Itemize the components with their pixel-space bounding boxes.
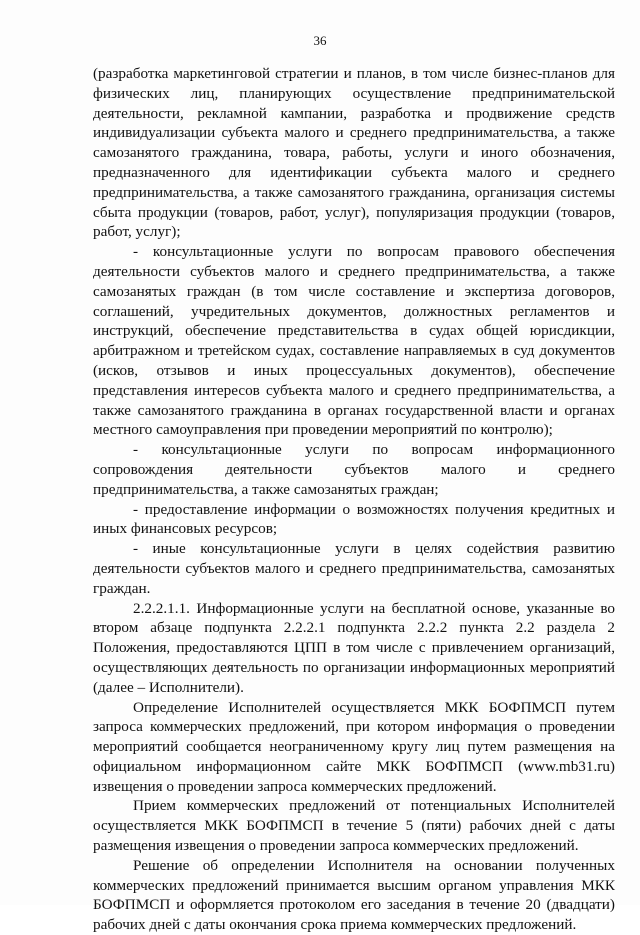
paragraph-proposal-acceptance: Прием коммерческих предложений от потенциальных Исполнителей осуществляется МКК БОФПМСП в течение 5 (пяти) рабочих дней с даты размещения извещения о проведении запроса коммерческих предложений. — [93, 797, 615, 855]
paragraph-other-consulting: - иные консультационные услуги в целях содействия развитию деятельности субъектов малого и среднего предпринимательства, самозанятых граждан. — [93, 540, 615, 597]
paragraph-legal-consulting: - консультационные услуги по вопросам правового обеспечения деятельности субъектов малого и среднего предпринимательства, а также самозанятых граждан (в том числе составление и экспертиза договоров, соглашений, учредительных документов, должностных регламентов и инструкций, обеспечение представительства в судах общей юрисдикции, арбитражном и третейском судах, составление направляемых в суд документов (исков, отзывов и иных процессуальных документов), обеспечение представления интересов субъекта малого и среднего предпринимательства, а также самозанятого гражданина в органах государственной власти и органах местного самоуправления при проведении мероприятий по контролю); — [93, 243, 615, 439]
page-number: 36 — [313, 33, 327, 48]
paragraph-executor-decision: Решение об определении Исполнителя на основании полученных коммерческих предложений принимается высшим органом управления МКК БОФПМСП и оформляется протоколом его заседания в течение 20 (двадцати) рабочих дней с даты окончания срока приема коммерческих предложений. — [93, 856, 615, 934]
paragraph-marketing-continuation: (разработка маркетинговой стратегии и планов, в том числе бизнес-планов для физических лиц, планирующих осуществление предпринимательской деятельности, рекламной кампании, разработка и продвижение средств индивидуализации субъекта малого и среднего предпринимательства, а также самозанятого гражданина, товара, работы, услуги и иного обозначения, предназначенного для идентификации субъекта малого и среднего предпринимательства, а также самозанятого гражданина, организация системы сбыта продукции (товаров, работ, услуг), популяризация продукции (товаров, работ, услуг); — [93, 65, 615, 241]
paragraph-clause-2-2-2-1-1: 2.2.2.1.1. Информационные услуги на бесплатной основе, указанные во втором абзаце подпункта 2.2.2.1 подпункта 2.2.2 пункта 2.2 раздела 2 Положения, предоставляются ЦПП в том числе с привлечением организаций, осуществляющих деятельность по организации информационных мероприятий (далее – Исполнители). — [93, 599, 615, 696]
paragraph-information-consulting: - консультационные услуги по вопросам информационного сопровождения деятельности субъектов малого и среднего предпринимательства, а также самозанятых граждан; — [93, 441, 615, 498]
paragraph-executor-selection: Определение Исполнителей осуществляется МКК БОФПМСП путем запроса коммерческих предложений, при котором информация о проведении мероприятий сообщается неограниченному кругу лиц путем размещения на официальном информационном сайте МКК БОФПМСП (www.mb31.ru) извещения о проведении запроса коммерческих предложений. — [93, 698, 615, 795]
paragraph-financial-resources: - предоставление информации о возможностях получения кредитных и иных финансовых ресурсов; — [93, 500, 615, 538]
document-body — [93, 64, 615, 935]
